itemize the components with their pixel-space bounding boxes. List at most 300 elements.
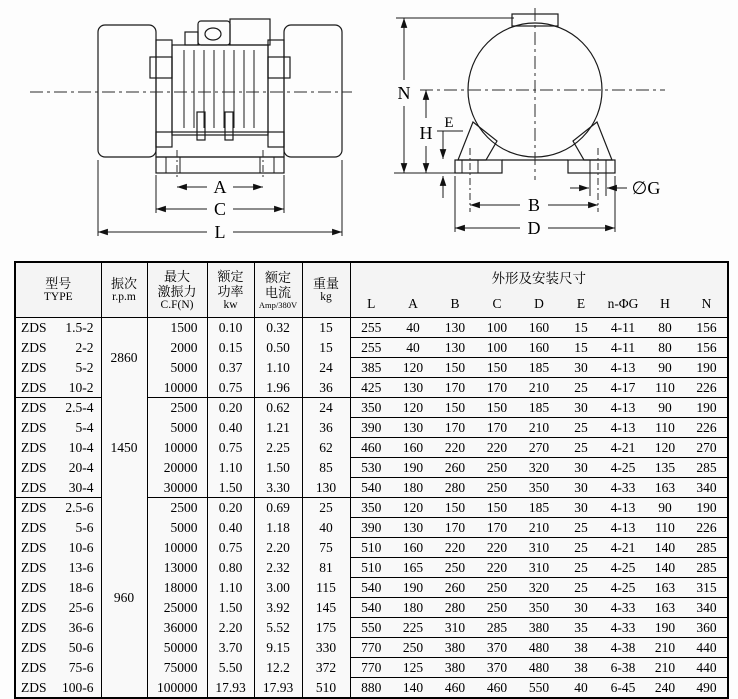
- power-cell: 1.10: [207, 578, 254, 598]
- weight-cell: 25: [302, 498, 350, 518]
- dim-cell: 6-45: [602, 678, 644, 699]
- dim-cell: 185: [518, 398, 560, 418]
- dim-cell: 180: [392, 598, 434, 618]
- dim-cell: 163: [644, 578, 686, 598]
- dim-cell: 190: [686, 398, 728, 418]
- model-cell: ZDS 36-6: [15, 618, 101, 638]
- dim-cell: 250: [476, 458, 518, 478]
- weight-cell: 36: [302, 418, 350, 438]
- dim-cell: 110: [644, 518, 686, 538]
- current-cell: 1.18: [254, 518, 302, 538]
- weight-cell: 15: [302, 318, 350, 338]
- dim-cell: 250: [476, 598, 518, 618]
- header-dimensions-title: 外形及安装尺寸: [350, 262, 728, 291]
- dim-cell: 150: [476, 358, 518, 378]
- weight-cell: 81: [302, 558, 350, 578]
- dim-cell: 340: [686, 598, 728, 618]
- table-row: [15, 398, 728, 418]
- motor-end-view: [394, 8, 665, 238]
- dim-cell: 480: [518, 638, 560, 658]
- dim-cell: 540: [350, 578, 392, 598]
- dim-cell: 510: [350, 558, 392, 578]
- dim-cell: 30: [560, 598, 602, 618]
- current-cell: 1.21: [254, 418, 302, 438]
- weight-cell: 130: [302, 478, 350, 498]
- dim-cell: 280: [434, 598, 476, 618]
- dim-cell: 40: [560, 678, 602, 699]
- dim-cell: 220: [476, 558, 518, 578]
- dim-cell: 100: [476, 318, 518, 338]
- power-cell: 0.80: [207, 558, 254, 578]
- header-dim-nG: n-ΦG: [602, 291, 644, 318]
- power-cell: 0.10: [207, 318, 254, 338]
- dim-cell: 4-33: [602, 478, 644, 498]
- force-cell: 5000: [147, 518, 207, 538]
- force-cell: 5000: [147, 358, 207, 378]
- dim-cell: 150: [476, 498, 518, 518]
- dim-cell: 80: [644, 318, 686, 338]
- dim-cell: 4-11: [602, 318, 644, 338]
- dim-cell: 140: [644, 558, 686, 578]
- dim-cell: 140: [392, 678, 434, 699]
- dim-cell: 350: [350, 498, 392, 518]
- dim-cell: 210: [518, 518, 560, 538]
- dim-cell: 350: [350, 398, 392, 418]
- weight-cell: 24: [302, 398, 350, 418]
- dim-cell: 35: [560, 618, 602, 638]
- current-cell: 0.69: [254, 498, 302, 518]
- dim-cell: 210: [644, 658, 686, 678]
- current-cell: 9.15: [254, 638, 302, 658]
- dim-cell: 310: [518, 558, 560, 578]
- dim-cell: 285: [476, 618, 518, 638]
- weight-cell: 24: [302, 358, 350, 378]
- current-cell: 1.50: [254, 458, 302, 478]
- current-cell: 1.10: [254, 358, 302, 378]
- dim-cell: 260: [434, 458, 476, 478]
- dim-cell: 170: [476, 518, 518, 538]
- force-cell: 10000: [147, 438, 207, 458]
- power-cell: 0.75: [207, 438, 254, 458]
- dim-cell: 4-25: [602, 558, 644, 578]
- dim-cell: 25: [560, 558, 602, 578]
- dim-cell: 540: [350, 598, 392, 618]
- dim-cell: 185: [518, 358, 560, 378]
- dim-cell: 220: [476, 438, 518, 458]
- dim-cell: 460: [434, 678, 476, 699]
- force-cell: 20000: [147, 458, 207, 478]
- dim-label-c: C: [213, 199, 227, 219]
- dim-cell: 15: [560, 338, 602, 358]
- dim-cell: 240: [644, 678, 686, 699]
- dim-label-b: B: [527, 195, 541, 215]
- header-current: 额定 电流 Amp/380V: [254, 262, 302, 318]
- dim-cell: 130: [392, 518, 434, 538]
- dim-cell: 4-13: [602, 518, 644, 538]
- dim-cell: 130: [392, 418, 434, 438]
- header-type: 型号 TYPE: [15, 262, 101, 318]
- dim-cell: 510: [350, 538, 392, 558]
- power-cell: 1.10: [207, 458, 254, 478]
- power-cell: 2.20: [207, 618, 254, 638]
- dim-cell: 220: [434, 538, 476, 558]
- dim-cell: 380: [434, 638, 476, 658]
- dim-cell: 4-13: [602, 398, 644, 418]
- force-cell: 30000: [147, 478, 207, 498]
- current-cell: 3.92: [254, 598, 302, 618]
- dim-cell: 530: [350, 458, 392, 478]
- dim-cell: 110: [644, 378, 686, 398]
- dim-cell: 110: [644, 418, 686, 438]
- weight-cell: 330: [302, 638, 350, 658]
- dim-cell: 30: [560, 478, 602, 498]
- power-cell: 1.50: [207, 478, 254, 498]
- force-cell: 50000: [147, 638, 207, 658]
- header-weight: 重量 kg: [302, 262, 350, 318]
- current-cell: 2.20: [254, 538, 302, 558]
- dim-cell: 210: [644, 638, 686, 658]
- motor-side-view: [30, 19, 352, 242]
- spec-table-body: [15, 318, 728, 699]
- dim-cell: 90: [644, 358, 686, 378]
- dim-cell: 25: [560, 538, 602, 558]
- rpm-cell: 2860: [101, 318, 147, 398]
- power-cell: 0.20: [207, 398, 254, 418]
- force-cell: 13000: [147, 558, 207, 578]
- dim-cell: 4-33: [602, 618, 644, 638]
- power-cell: 17.93: [207, 678, 254, 699]
- dim-cell: 4-25: [602, 578, 644, 598]
- dim-cell: 180: [392, 478, 434, 498]
- dim-cell: 190: [392, 578, 434, 598]
- dim-cell: 190: [392, 458, 434, 478]
- dim-cell: 170: [476, 418, 518, 438]
- weight-cell: 175: [302, 618, 350, 638]
- model-cell: ZDS 25-6: [15, 598, 101, 618]
- model-cell: ZDS 2.5-6: [15, 498, 101, 518]
- dim-label-a: A: [213, 177, 227, 197]
- current-cell: 5.52: [254, 618, 302, 638]
- weight-cell: 40: [302, 518, 350, 538]
- dim-cell: 165: [392, 558, 434, 578]
- dim-cell: 285: [686, 458, 728, 478]
- dim-cell: 170: [476, 378, 518, 398]
- table-row: [15, 498, 728, 518]
- model-cell: ZDS 10-4: [15, 438, 101, 458]
- dim-label-e: E: [444, 115, 454, 131]
- power-cell: 5.50: [207, 658, 254, 678]
- dim-cell: 260: [434, 578, 476, 598]
- dim-cell: 170: [434, 378, 476, 398]
- dim-cell: 540: [350, 478, 392, 498]
- dim-cell: 90: [644, 398, 686, 418]
- dim-cell: 255: [350, 338, 392, 358]
- power-cell: 0.37: [207, 358, 254, 378]
- force-cell: 2500: [147, 398, 207, 418]
- dim-cell: 160: [392, 438, 434, 458]
- current-cell: 3.30: [254, 478, 302, 498]
- current-cell: 2.25: [254, 438, 302, 458]
- dim-cell: 310: [518, 538, 560, 558]
- dim-cell: 25: [560, 438, 602, 458]
- dim-cell: 40: [392, 338, 434, 358]
- dim-cell: 770: [350, 638, 392, 658]
- model-cell: ZDS 2-2: [15, 338, 101, 358]
- dim-cell: 440: [686, 638, 728, 658]
- dim-cell: 225: [392, 618, 434, 638]
- weight-cell: 36: [302, 378, 350, 398]
- dim-cell: 130: [434, 318, 476, 338]
- dim-cell: 90: [644, 498, 686, 518]
- dim-cell: 130: [392, 378, 434, 398]
- dim-cell: 285: [686, 558, 728, 578]
- dim-cell: 4-25: [602, 458, 644, 478]
- dim-cell: 156: [686, 318, 728, 338]
- weight-cell: 510: [302, 678, 350, 699]
- dim-cell: 4-17: [602, 378, 644, 398]
- dim-cell: 390: [350, 418, 392, 438]
- dim-label-g: ∅G: [631, 178, 661, 198]
- dim-cell: 135: [644, 458, 686, 478]
- dim-cell: 25: [560, 518, 602, 538]
- force-cell: 25000: [147, 598, 207, 618]
- header-dim-L: L: [350, 291, 392, 318]
- spec-table: [14, 261, 729, 699]
- dim-cell: 440: [686, 658, 728, 678]
- dim-cell: 250: [392, 638, 434, 658]
- force-cell: 10000: [147, 378, 207, 398]
- dim-cell: 190: [686, 498, 728, 518]
- dim-cell: 163: [644, 598, 686, 618]
- dim-cell: 280: [434, 478, 476, 498]
- dim-cell: 250: [434, 558, 476, 578]
- dim-cell: 80: [644, 338, 686, 358]
- model-cell: ZDS 50-6: [15, 638, 101, 658]
- rpm-cell: 960: [101, 498, 147, 699]
- force-cell: 2500: [147, 498, 207, 518]
- dim-cell: 315: [686, 578, 728, 598]
- model-cell: ZDS 5-2: [15, 358, 101, 378]
- dim-cell: 226: [686, 518, 728, 538]
- power-cell: 0.40: [207, 518, 254, 538]
- dim-cell: 380: [518, 618, 560, 638]
- dim-cell: 220: [434, 438, 476, 458]
- current-cell: 12.2: [254, 658, 302, 678]
- dim-cell: 130: [434, 338, 476, 358]
- dim-cell: 320: [518, 458, 560, 478]
- dim-cell: 190: [686, 358, 728, 378]
- model-cell: ZDS 75-6: [15, 658, 101, 678]
- current-cell: 17.93: [254, 678, 302, 699]
- weight-cell: 75: [302, 538, 350, 558]
- dim-cell: 4-13: [602, 358, 644, 378]
- dim-cell: 480: [518, 658, 560, 678]
- header-rpm: 振次 r.p.m: [101, 262, 147, 318]
- rpm-cell: 1450: [101, 398, 147, 498]
- dim-cell: 38: [560, 638, 602, 658]
- dim-cell: 310: [434, 618, 476, 638]
- dim-cell: 185: [518, 498, 560, 518]
- model-cell: ZDS 30-4: [15, 478, 101, 498]
- dim-cell: 550: [518, 678, 560, 699]
- dim-cell: 150: [434, 398, 476, 418]
- dim-cell: 25: [560, 578, 602, 598]
- cooling-fins: [184, 50, 254, 128]
- dim-cell: 210: [518, 378, 560, 398]
- model-cell: ZDS 5-4: [15, 418, 101, 438]
- power-cell: 0.20: [207, 498, 254, 518]
- dim-cell: 4-11: [602, 338, 644, 358]
- dim-cell: 285: [686, 538, 728, 558]
- header-dim-E: E: [560, 291, 602, 318]
- dim-cell: 250: [476, 578, 518, 598]
- table-row: [15, 318, 728, 338]
- dim-cell: 770: [350, 658, 392, 678]
- model-cell: ZDS 13-6: [15, 558, 101, 578]
- power-cell: 0.40: [207, 418, 254, 438]
- current-cell: 3.00: [254, 578, 302, 598]
- dim-cell: 25: [560, 418, 602, 438]
- model-cell: ZDS 10-6: [15, 538, 101, 558]
- dim-cell: 150: [434, 498, 476, 518]
- header-power: 额定 功率 kw: [207, 262, 254, 318]
- current-cell: 1.96: [254, 378, 302, 398]
- dim-cell: 160: [392, 538, 434, 558]
- dim-cell: 4-21: [602, 538, 644, 558]
- dim-cell: 156: [686, 338, 728, 358]
- dim-cell: 270: [686, 438, 728, 458]
- dim-cell: 30: [560, 458, 602, 478]
- dim-cell: 4-13: [602, 418, 644, 438]
- weight-cell: 85: [302, 458, 350, 478]
- lifting-eye-hole: [205, 28, 221, 40]
- current-cell: 0.32: [254, 318, 302, 338]
- header-dim-B: B: [434, 291, 476, 318]
- dim-label-l: L: [214, 222, 226, 242]
- dim-cell: 4-38: [602, 638, 644, 658]
- dim-cell: 170: [434, 518, 476, 538]
- dim-cell: 320: [518, 578, 560, 598]
- dim-cell: 125: [392, 658, 434, 678]
- dim-cell: 160: [518, 338, 560, 358]
- dim-cell: 255: [350, 318, 392, 338]
- dim-cell: 880: [350, 678, 392, 699]
- current-cell: 2.32: [254, 558, 302, 578]
- dim-cell: 120: [392, 498, 434, 518]
- weight-cell: 145: [302, 598, 350, 618]
- weight-cell: 372: [302, 658, 350, 678]
- dim-label-d: D: [527, 218, 541, 238]
- dim-cell: 226: [686, 418, 728, 438]
- dim-cell: 120: [392, 398, 434, 418]
- dim-cell: 120: [644, 438, 686, 458]
- dim-cell: 30: [560, 358, 602, 378]
- dim-cell: 380: [434, 658, 476, 678]
- dim-cell: 150: [434, 358, 476, 378]
- current-cell: 0.62: [254, 398, 302, 418]
- force-cell: 36000: [147, 618, 207, 638]
- dim-cell: 350: [518, 478, 560, 498]
- model-cell: ZDS 18-6: [15, 578, 101, 598]
- dim-cell: 210: [518, 418, 560, 438]
- weight-cell: 115: [302, 578, 350, 598]
- model-cell: ZDS 5-6: [15, 518, 101, 538]
- dim-cell: 270: [518, 438, 560, 458]
- model-cell: ZDS 10-2: [15, 378, 101, 398]
- header-dim-D: D: [518, 291, 560, 318]
- model-cell: ZDS 100-6: [15, 678, 101, 699]
- drawings-svg: [0, 0, 738, 258]
- dim-cell: 100: [476, 338, 518, 358]
- power-cell: 0.15: [207, 338, 254, 358]
- current-cell: 0.50: [254, 338, 302, 358]
- header-dim-N: N: [686, 291, 728, 318]
- force-cell: 2000: [147, 338, 207, 358]
- force-cell: 10000: [147, 538, 207, 558]
- weight-cell: 15: [302, 338, 350, 358]
- technical-drawings: [0, 0, 738, 258]
- force-cell: 18000: [147, 578, 207, 598]
- dim-cell: 4-21: [602, 438, 644, 458]
- force-cell: 75000: [147, 658, 207, 678]
- dim-cell: 460: [350, 438, 392, 458]
- dim-cell: 220: [476, 538, 518, 558]
- dim-cell: 120: [392, 358, 434, 378]
- power-cell: 1.50: [207, 598, 254, 618]
- weight-cell: 62: [302, 438, 350, 458]
- dim-cell: 170: [434, 418, 476, 438]
- header-dim-A: A: [392, 291, 434, 318]
- dim-label-n: N: [397, 83, 411, 103]
- dim-cell: 30: [560, 398, 602, 418]
- header-dim-H: H: [644, 291, 686, 318]
- dim-cell: 250: [476, 478, 518, 498]
- dim-cell: 340: [686, 478, 728, 498]
- dim-cell: 460: [476, 678, 518, 699]
- dim-cell: 360: [686, 618, 728, 638]
- dim-cell: 350: [518, 598, 560, 618]
- dim-cell: 4-33: [602, 598, 644, 618]
- dim-cell: 6-38: [602, 658, 644, 678]
- dim-cell: 25: [560, 378, 602, 398]
- dim-cell: 30: [560, 498, 602, 518]
- dim-cell: 4-13: [602, 498, 644, 518]
- dim-cell: 490: [686, 678, 728, 699]
- dim-cell: 370: [476, 658, 518, 678]
- force-cell: 100000: [147, 678, 207, 699]
- dim-cell: 370: [476, 638, 518, 658]
- dim-cell: 15: [560, 318, 602, 338]
- dim-cell: 150: [476, 398, 518, 418]
- dim-cell: 425: [350, 378, 392, 398]
- dim-cell: 390: [350, 518, 392, 538]
- dim-cell: 385: [350, 358, 392, 378]
- dim-cell: 38: [560, 658, 602, 678]
- model-cell: ZDS 20-4: [15, 458, 101, 478]
- power-cell: 3.70: [207, 638, 254, 658]
- force-cell: 5000: [147, 418, 207, 438]
- model-cell: ZDS 2.5-4: [15, 398, 101, 418]
- header-force: 最大 激振力 C.F(N): [147, 262, 207, 318]
- header-dim-C: C: [476, 291, 518, 318]
- dim-label-h: H: [419, 123, 433, 143]
- model-cell: ZDS 1.5-2: [15, 318, 101, 338]
- dim-cell: 226: [686, 378, 728, 398]
- dim-cell: 163: [644, 478, 686, 498]
- dim-cell: 40: [392, 318, 434, 338]
- dim-cell: 190: [644, 618, 686, 638]
- power-cell: 0.75: [207, 378, 254, 398]
